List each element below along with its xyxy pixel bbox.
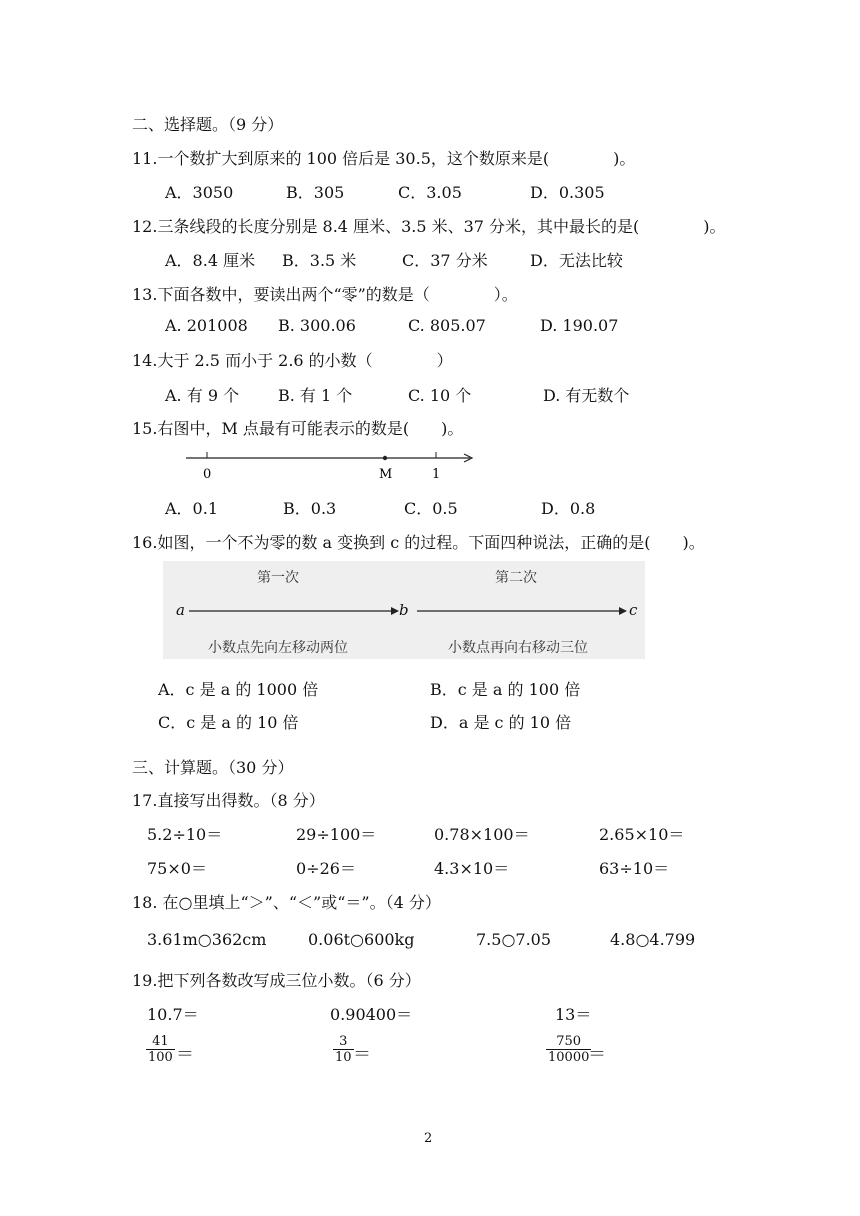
q17-item: 63÷10＝ bbox=[599, 859, 670, 878]
variable-c: c bbox=[629, 601, 638, 619]
q12-option-b: B．3.5 米 bbox=[282, 251, 357, 270]
step2-description: 小数点再向右移动三位 bbox=[448, 640, 588, 656]
q15-option-c: C．0.5 bbox=[404, 499, 458, 518]
q17-item: 0÷26＝ bbox=[296, 859, 356, 878]
equals-sign: ＝ bbox=[353, 1044, 371, 1065]
q14-option-b: B. 有 1 个 bbox=[278, 386, 353, 405]
q19-item: 0.90400＝ bbox=[330, 1005, 413, 1024]
q11-option-b: B．305 bbox=[286, 183, 345, 202]
section-heading-choice: 二、选择题。（9 分） bbox=[132, 115, 284, 134]
q13-option-a: A. 201008 bbox=[165, 316, 248, 335]
q17-item: 4.3×10＝ bbox=[434, 859, 510, 878]
q12-option-d: D．无法比较 bbox=[530, 251, 623, 270]
section-heading-calculation: 三、计算题。（30 分） bbox=[132, 758, 294, 777]
question-16: 16.如图，一个不为零的数 a 变换到 c 的过程。下面四种说法，正确的是( )。 bbox=[132, 533, 705, 552]
transformation-diagram bbox=[163, 561, 645, 659]
question-18: 18. 在○里填上“＞”、“＜”或“＝”。（4 分） bbox=[132, 893, 441, 912]
q18-item: 3.61m○362cm bbox=[147, 930, 267, 949]
q19-item: 10.7＝ bbox=[147, 1005, 199, 1024]
q14-option-c: C. 10 个 bbox=[408, 386, 472, 405]
fraction-denominator: 100 bbox=[148, 1050, 173, 1065]
q15-option-d: D．0.8 bbox=[541, 499, 596, 518]
step1-title: 第一次 bbox=[257, 570, 299, 586]
q16-option-d: D．a 是 c 的 10 倍 bbox=[430, 713, 572, 732]
q12-option-c: C．37 分米 bbox=[402, 251, 488, 270]
q18-item: 7.5○7.05 bbox=[476, 930, 552, 949]
q18-item: 0.06t○600kg bbox=[308, 930, 415, 949]
variable-b: b bbox=[399, 601, 409, 619]
numberline-label-m: M bbox=[379, 467, 393, 482]
step1-description: 小数点先向左移动两位 bbox=[208, 640, 348, 656]
fraction-denominator: 10 bbox=[335, 1050, 352, 1065]
q13-option-d: D. 190.07 bbox=[540, 316, 619, 335]
question-14: 14.大于 2.5 而小于 2.6 的小数（ ） bbox=[132, 351, 453, 370]
fraction-750-10000 bbox=[546, 1034, 591, 1065]
fraction-3-10 bbox=[333, 1034, 354, 1065]
q18-item: 4.8○4.799 bbox=[610, 930, 696, 949]
q11-option-d: D．0.305 bbox=[530, 183, 605, 202]
q15-option-a: A．0.1 bbox=[165, 499, 219, 518]
question-19: 19.把下列各数改写成三位小数。（6 分） bbox=[132, 971, 421, 990]
q16-option-c: C．c 是 a 的 10 倍 bbox=[158, 713, 299, 732]
q17-item: 5.2÷10＝ bbox=[147, 825, 223, 844]
question-12: 12.三条线段的长度分别是 8.4 厘米、3.5 米、37 分米，其中最长的是( )。 bbox=[132, 217, 726, 236]
equals-sign: ＝ bbox=[176, 1044, 194, 1065]
q11-option-c: C．3.05 bbox=[398, 183, 462, 202]
q17-item: 29÷100＝ bbox=[296, 825, 377, 844]
numberline-label-0: 0 bbox=[203, 467, 212, 482]
number-line bbox=[180, 448, 480, 484]
fraction-numerator: 41 bbox=[146, 1034, 175, 1050]
numberline-label-1: 1 bbox=[432, 467, 441, 482]
question-17: 17.直接写出得数。（8 分） bbox=[132, 791, 325, 810]
q17-item: 2.65×10＝ bbox=[599, 825, 685, 844]
q16-option-b: B．c 是 a 的 100 倍 bbox=[430, 680, 581, 699]
q13-option-c: C. 805.07 bbox=[408, 316, 486, 335]
q12-option-a: A．8.4 厘米 bbox=[165, 251, 256, 270]
q15-option-b: B．0.3 bbox=[283, 499, 337, 518]
fraction-numerator: 750 bbox=[546, 1034, 591, 1050]
fraction-numerator: 3 bbox=[333, 1034, 354, 1050]
question-13: 13.下面各数中，要读出两个“零”的数是（ ）。 bbox=[132, 285, 518, 304]
fraction-denominator: 10000 bbox=[548, 1050, 590, 1065]
q16-option-a: A．c 是 a 的 1000 倍 bbox=[158, 680, 319, 699]
q14-option-a: A. 有 9 个 bbox=[165, 386, 240, 405]
q11-option-a: A．3050 bbox=[165, 183, 234, 202]
q17-item: 0.78×100＝ bbox=[434, 825, 530, 844]
equals-sign: ＝ bbox=[588, 1044, 606, 1065]
q13-option-b: B. 300.06 bbox=[278, 316, 356, 335]
step2-title: 第二次 bbox=[495, 570, 537, 586]
question-11: 11.一个数扩大到原来的 100 倍后是 30.5，这个数原来是( )。 bbox=[132, 149, 636, 168]
fraction-41-100 bbox=[146, 1034, 175, 1065]
q19-item: 13＝ bbox=[555, 1005, 592, 1024]
q17-item: 75×0＝ bbox=[147, 859, 207, 878]
q14-option-d: D. 有无数个 bbox=[543, 386, 630, 405]
variable-a: a bbox=[176, 601, 185, 619]
question-15: 15.右图中，M 点最有可能表示的数是( )。 bbox=[132, 419, 464, 438]
page-number: 2 bbox=[424, 1131, 433, 1146]
